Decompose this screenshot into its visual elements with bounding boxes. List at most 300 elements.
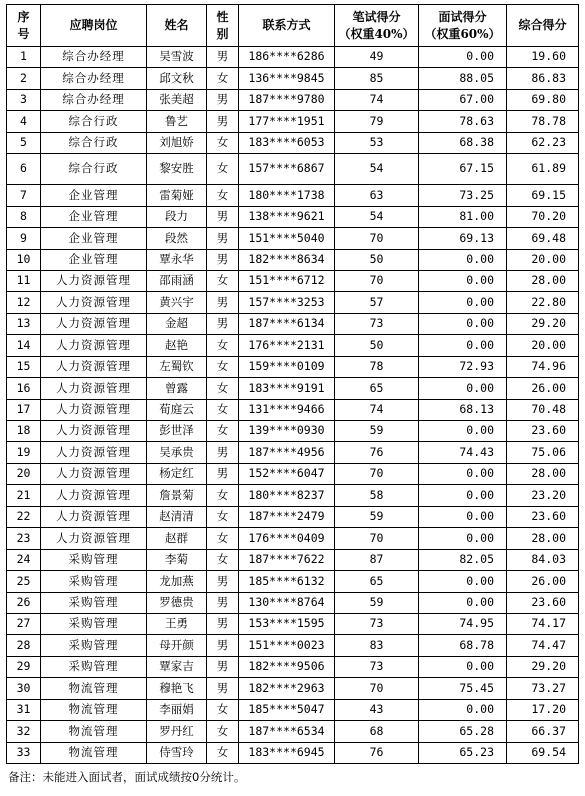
cell-position: 人力资源管理 [41, 463, 147, 484]
cell-position: 人力资源管理 [41, 292, 147, 313]
cell-seq: 27 [7, 613, 41, 634]
cell-seq: 15 [7, 356, 41, 377]
cell-written: 50 [335, 249, 419, 270]
cell-name: 邵雨涵 [147, 270, 207, 291]
cell-written: 73 [335, 613, 419, 634]
cell-name: 赵群 [147, 528, 207, 549]
cell-gender: 男 [207, 47, 239, 68]
header-interview: 面试得分 （权重60%） [419, 5, 507, 47]
cell-seq: 4 [7, 111, 41, 132]
cell-position: 综合行政 [41, 154, 147, 185]
cell-phone: 139****0930 [239, 421, 335, 442]
cell-written: 54 [335, 154, 419, 185]
cell-total: 23.60 [507, 506, 579, 527]
table-row [7, 335, 579, 356]
cell-name: 李丽娟 [147, 699, 207, 720]
cell-written: 70 [335, 228, 419, 249]
cell-position: 人力资源管理 [41, 421, 147, 442]
cell-position: 综合行政 [41, 111, 147, 132]
table-row [7, 228, 579, 249]
cell-gender: 男 [207, 442, 239, 463]
cell-interview: 0.00 [419, 571, 507, 592]
cell-name: 彭世泽 [147, 421, 207, 442]
table-row [7, 742, 579, 763]
table-row [7, 249, 579, 270]
cell-written: 78 [335, 356, 419, 377]
cell-name: 左蜀钦 [147, 356, 207, 377]
cell-written: 73 [335, 656, 419, 677]
cell-gender: 女 [207, 506, 239, 527]
cell-gender: 女 [207, 356, 239, 377]
cell-written: 76 [335, 742, 419, 763]
cell-phone: 187****9780 [239, 89, 335, 110]
cell-position: 采购管理 [41, 571, 147, 592]
cell-gender: 男 [207, 228, 239, 249]
cell-phone: 130****8764 [239, 592, 335, 613]
cell-total: 84.03 [507, 549, 579, 570]
cell-seq: 30 [7, 678, 41, 699]
cell-written: 50 [335, 335, 419, 356]
cell-total: 73.27 [507, 678, 579, 699]
cell-gender: 男 [207, 678, 239, 699]
cell-position: 人力资源管理 [41, 313, 147, 334]
cell-position: 采购管理 [41, 613, 147, 634]
header-seq [7, 5, 41, 47]
cell-position: 人力资源管理 [41, 270, 147, 291]
table-row [7, 206, 579, 227]
cell-total: 69.80 [507, 89, 579, 110]
cell-written: 73 [335, 313, 419, 334]
cell-seq: 28 [7, 635, 41, 656]
cell-interview: 0.00 [419, 528, 507, 549]
cell-name: 段力 [147, 206, 207, 227]
cell-total: 22.80 [507, 292, 579, 313]
cell-name: 罗德贵 [147, 592, 207, 613]
cell-gender: 女 [207, 485, 239, 506]
cell-position: 物流管理 [41, 742, 147, 763]
cell-seq: 20 [7, 463, 41, 484]
cell-gender: 男 [207, 89, 239, 110]
cell-written: 65 [335, 378, 419, 399]
table-row [7, 111, 579, 132]
cell-name: 李菊 [147, 549, 207, 570]
cell-written: 74 [335, 399, 419, 420]
cell-name: 侍雪玲 [147, 742, 207, 763]
cell-phone: 157****6867 [239, 154, 335, 185]
cell-position: 企业管理 [41, 185, 147, 206]
cell-interview: 0.00 [419, 699, 507, 720]
cell-interview: 0.00 [419, 292, 507, 313]
table-row [7, 185, 579, 206]
cell-phone: 151****0023 [239, 635, 335, 656]
table-row [7, 47, 579, 68]
table-row [7, 592, 579, 613]
cell-phone: 153****1595 [239, 613, 335, 634]
cell-gender: 男 [207, 613, 239, 634]
cell-interview: 0.00 [419, 249, 507, 270]
table-row [7, 485, 579, 506]
cell-gender: 男 [207, 571, 239, 592]
cell-gender: 女 [207, 549, 239, 570]
cell-total: 17.20 [507, 699, 579, 720]
cell-gender: 女 [207, 399, 239, 420]
cell-written: 70 [335, 463, 419, 484]
cell-interview: 68.13 [419, 399, 507, 420]
cell-phone: 183****9191 [239, 378, 335, 399]
cell-interview: 0.00 [419, 47, 507, 68]
cell-name: 邱文秋 [147, 68, 207, 89]
header-name: 姓名 [147, 5, 207, 47]
cell-position: 企业管理 [41, 249, 147, 270]
table-row [7, 549, 579, 570]
table-row [7, 154, 579, 185]
cell-interview: 0.00 [419, 421, 507, 442]
cell-interview: 73.25 [419, 185, 507, 206]
cell-written: 70 [335, 270, 419, 291]
cell-seq: 21 [7, 485, 41, 506]
cell-name: 吴雪波 [147, 47, 207, 68]
cell-name: 龙加燕 [147, 571, 207, 592]
cell-name: 覃永华 [147, 249, 207, 270]
cell-name: 罗丹红 [147, 721, 207, 742]
cell-seq: 3 [7, 89, 41, 110]
cell-position: 人力资源管理 [41, 528, 147, 549]
cell-phone: 187****2479 [239, 506, 335, 527]
cell-gender: 男 [207, 292, 239, 313]
header-total: 综合得分 [507, 5, 579, 47]
cell-written: 59 [335, 506, 419, 527]
cell-interview: 0.00 [419, 313, 507, 334]
cell-name: 赵清清 [147, 506, 207, 527]
cell-gender: 女 [207, 132, 239, 153]
cell-total: 70.48 [507, 399, 579, 420]
cell-gender: 女 [207, 528, 239, 549]
cell-interview: 65.28 [419, 721, 507, 742]
cell-written: 53 [335, 132, 419, 153]
cell-position: 综合办经理 [41, 89, 147, 110]
cell-phone: 180****1738 [239, 185, 335, 206]
cell-total: 69.48 [507, 228, 579, 249]
table-row [7, 399, 579, 420]
cell-gender: 女 [207, 699, 239, 720]
table-row [7, 613, 579, 634]
cell-position: 人力资源管理 [41, 485, 147, 506]
cell-total: 20.00 [507, 249, 579, 270]
cell-gender: 男 [207, 206, 239, 227]
cell-name: 王勇 [147, 613, 207, 634]
cell-phone: 176****0409 [239, 528, 335, 549]
cell-total: 69.15 [507, 185, 579, 206]
cell-interview: 68.38 [419, 132, 507, 153]
cell-written: 74 [335, 89, 419, 110]
footnote: 备注：未能进入面试者，面试成绩按0分统计。 [8, 770, 246, 784]
cell-seq: 19 [7, 442, 41, 463]
cell-name: 詹景菊 [147, 485, 207, 506]
table-row [7, 721, 579, 742]
cell-total: 75.06 [507, 442, 579, 463]
cell-seq: 12 [7, 292, 41, 313]
cell-seq: 5 [7, 132, 41, 153]
cell-name: 荀庭云 [147, 399, 207, 420]
cell-written: 70 [335, 528, 419, 549]
header-position: 应聘岗位 [41, 5, 147, 47]
cell-total: 70.20 [507, 206, 579, 227]
cell-interview: 82.05 [419, 549, 507, 570]
cell-seq: 11 [7, 270, 41, 291]
cell-total: 26.00 [507, 378, 579, 399]
cell-phone: 186****6286 [239, 47, 335, 68]
cell-total: 28.00 [507, 528, 579, 549]
cell-seq: 2 [7, 68, 41, 89]
cell-phone: 187****4956 [239, 442, 335, 463]
cell-phone: 182****2963 [239, 678, 335, 699]
cell-gender: 女 [207, 721, 239, 742]
table-row [7, 656, 579, 677]
score-sheet [6, 4, 578, 785]
cell-name: 黎安胜 [147, 154, 207, 185]
cell-position: 企业管理 [41, 206, 147, 227]
cell-position: 物流管理 [41, 699, 147, 720]
cell-written: 59 [335, 592, 419, 613]
table-body [7, 47, 579, 764]
cell-seq: 10 [7, 249, 41, 270]
cell-phone: 187****6534 [239, 721, 335, 742]
cell-seq: 29 [7, 656, 41, 677]
cell-seq: 31 [7, 699, 41, 720]
cell-name: 穆艳飞 [147, 678, 207, 699]
cell-total: 66.37 [507, 721, 579, 742]
table-row [7, 313, 579, 334]
table-row [7, 270, 579, 291]
cell-interview: 78.63 [419, 111, 507, 132]
cell-total: 28.00 [507, 270, 579, 291]
cell-phone: 131****9466 [239, 399, 335, 420]
cell-total: 28.00 [507, 463, 579, 484]
cell-interview: 0.00 [419, 335, 507, 356]
header-row [7, 5, 579, 47]
cell-interview: 0.00 [419, 592, 507, 613]
header-gender [207, 5, 239, 47]
cell-total: 61.89 [507, 154, 579, 185]
cell-gender: 男 [207, 592, 239, 613]
cell-written: 57 [335, 292, 419, 313]
cell-written: 85 [335, 68, 419, 89]
cell-written: 43 [335, 699, 419, 720]
cell-seq: 25 [7, 571, 41, 592]
cell-seq: 32 [7, 721, 41, 742]
cell-phone: 187****6134 [239, 313, 335, 334]
score-table [6, 4, 579, 764]
cell-interview: 74.43 [419, 442, 507, 463]
cell-phone: 152****6047 [239, 463, 335, 484]
cell-written: 65 [335, 571, 419, 592]
cell-position: 采购管理 [41, 549, 147, 570]
cell-position: 人力资源管理 [41, 378, 147, 399]
cell-phone: 180****8237 [239, 485, 335, 506]
cell-position: 物流管理 [41, 721, 147, 742]
cell-seq: 18 [7, 421, 41, 442]
table-row [7, 292, 579, 313]
cell-total: 29.20 [507, 656, 579, 677]
cell-interview: 67.15 [419, 154, 507, 185]
cell-phone: 151****5040 [239, 228, 335, 249]
cell-phone: 176****2131 [239, 335, 335, 356]
cell-interview: 65.23 [419, 742, 507, 763]
cell-gender: 女 [207, 270, 239, 291]
cell-name: 张美超 [147, 89, 207, 110]
cell-seq: 22 [7, 506, 41, 527]
cell-written: 87 [335, 549, 419, 570]
cell-interview: 0.00 [419, 506, 507, 527]
cell-gender: 男 [207, 111, 239, 132]
cell-seq: 26 [7, 592, 41, 613]
cell-position: 综合办经理 [41, 68, 147, 89]
cell-name: 黄兴宇 [147, 292, 207, 313]
cell-name: 赵艳 [147, 335, 207, 356]
cell-seq: 7 [7, 185, 41, 206]
table-row [7, 528, 579, 549]
table-row [7, 421, 579, 442]
cell-gender: 女 [207, 68, 239, 89]
table-row [7, 463, 579, 484]
cell-seq: 16 [7, 378, 41, 399]
table-row [7, 506, 579, 527]
cell-name: 吴承贵 [147, 442, 207, 463]
cell-written: 63 [335, 185, 419, 206]
cell-gender: 女 [207, 421, 239, 442]
cell-seq: 8 [7, 206, 41, 227]
cell-phone: 183****6945 [239, 742, 335, 763]
cell-phone: 185****6132 [239, 571, 335, 592]
cell-written: 70 [335, 678, 419, 699]
cell-total: 29.20 [507, 313, 579, 334]
cell-interview: 72.93 [419, 356, 507, 377]
cell-position: 采购管理 [41, 635, 147, 656]
cell-name: 段然 [147, 228, 207, 249]
cell-name: 雷菊娅 [147, 185, 207, 206]
cell-position: 人力资源管理 [41, 356, 147, 377]
cell-interview: 0.00 [419, 485, 507, 506]
cell-seq: 17 [7, 399, 41, 420]
cell-total: 19.60 [507, 47, 579, 68]
table-row [7, 89, 579, 110]
cell-total: 74.17 [507, 613, 579, 634]
table-row [7, 678, 579, 699]
cell-gender: 女 [207, 154, 239, 185]
table-row [7, 442, 579, 463]
cell-interview: 0.00 [419, 463, 507, 484]
cell-name: 母开颜 [147, 635, 207, 656]
cell-seq: 6 [7, 154, 41, 185]
cell-name: 鲁艺 [147, 111, 207, 132]
cell-interview: 69.13 [419, 228, 507, 249]
table-row [7, 635, 579, 656]
table-row [7, 378, 579, 399]
cell-gender: 女 [207, 378, 239, 399]
cell-gender: 女 [207, 185, 239, 206]
cell-total: 20.00 [507, 335, 579, 356]
table-row [7, 132, 579, 153]
cell-written: 68 [335, 721, 419, 742]
cell-phone: 185****5047 [239, 699, 335, 720]
cell-phone: 187****7622 [239, 549, 335, 570]
cell-interview: 0.00 [419, 378, 507, 399]
cell-name: 杨定红 [147, 463, 207, 484]
cell-position: 综合行政 [41, 132, 147, 153]
cell-phone: 182****8634 [239, 249, 335, 270]
cell-phone: 138****9621 [239, 206, 335, 227]
cell-name: 金超 [147, 313, 207, 334]
cell-seq: 14 [7, 335, 41, 356]
cell-written: 59 [335, 421, 419, 442]
cell-position: 企业管理 [41, 228, 147, 249]
cell-total: 62.23 [507, 132, 579, 153]
cell-interview: 67.00 [419, 89, 507, 110]
cell-written: 49 [335, 47, 419, 68]
cell-written: 76 [335, 442, 419, 463]
cell-phone: 183****6053 [239, 132, 335, 153]
cell-position: 人力资源管理 [41, 399, 147, 420]
cell-name: 曾露 [147, 378, 207, 399]
table-row [7, 571, 579, 592]
cell-written: 58 [335, 485, 419, 506]
cell-interview: 75.45 [419, 678, 507, 699]
cell-phone: 157****3253 [239, 292, 335, 313]
cell-total: 74.96 [507, 356, 579, 377]
cell-seq: 9 [7, 228, 41, 249]
cell-total: 26.00 [507, 571, 579, 592]
cell-total: 86.83 [507, 68, 579, 89]
cell-gender: 男 [207, 463, 239, 484]
cell-written: 83 [335, 635, 419, 656]
cell-name: 覃家吉 [147, 656, 207, 677]
cell-phone: 136****9845 [239, 68, 335, 89]
cell-position: 人力资源管理 [41, 335, 147, 356]
cell-total: 69.54 [507, 742, 579, 763]
cell-total: 23.20 [507, 485, 579, 506]
cell-gender: 男 [207, 656, 239, 677]
cell-phone: 159****0109 [239, 356, 335, 377]
cell-position: 综合办经理 [41, 47, 147, 68]
cell-interview: 81.00 [419, 206, 507, 227]
header-gender-text: 性别 [216, 9, 229, 41]
cell-interview: 0.00 [419, 656, 507, 677]
cell-interview: 0.00 [419, 270, 507, 291]
cell-gender: 男 [207, 635, 239, 656]
cell-seq: 23 [7, 528, 41, 549]
cell-name: 刘旭娇 [147, 132, 207, 153]
cell-interview: 74.95 [419, 613, 507, 634]
cell-seq: 24 [7, 549, 41, 570]
header-written: 笔试得分 （权重40%） [335, 5, 419, 47]
cell-total: 74.47 [507, 635, 579, 656]
header-seq-text: 序号 [17, 9, 30, 41]
table-row [7, 68, 579, 89]
table-row [7, 356, 579, 377]
cell-phone: 182****9506 [239, 656, 335, 677]
cell-position: 人力资源管理 [41, 506, 147, 527]
cell-seq: 1 [7, 47, 41, 68]
cell-total: 23.60 [507, 592, 579, 613]
cell-interview: 68.78 [419, 635, 507, 656]
cell-gender: 女 [207, 742, 239, 763]
cell-phone: 177****1951 [239, 111, 335, 132]
table-row [7, 699, 579, 720]
cell-position: 人力资源管理 [41, 442, 147, 463]
cell-gender: 男 [207, 249, 239, 270]
cell-interview: 88.05 [419, 68, 507, 89]
cell-seq: 13 [7, 313, 41, 334]
